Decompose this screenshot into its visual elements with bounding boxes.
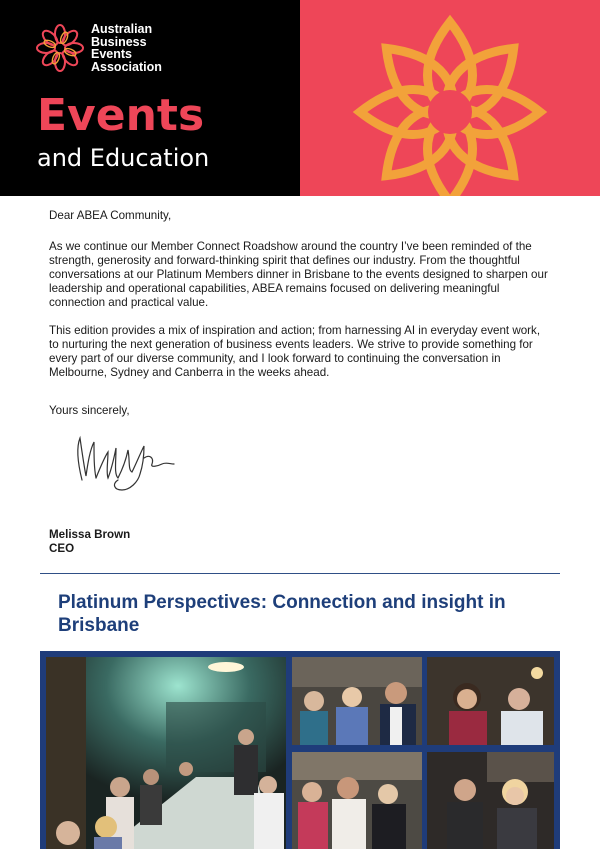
header-left-panel: [0, 0, 300, 196]
letter-greeting: Dear ABEA Community,: [49, 209, 172, 222]
org-name-line: Association: [91, 59, 162, 74]
signature-image: [68, 428, 178, 500]
flower-pattern-icon: [300, 0, 600, 196]
header-right-panel: [300, 0, 600, 196]
letter-paragraph: This edition provides a mix of inspiration and action; from harnessing AI in everyday event work, to nurturing the next generation of business events leaders. We strive to provide something for every part of our diverse community, and I look forward to continuing the conversation in Melbourne, Sydney and Canberra in the weeks ahead.: [49, 324, 541, 379]
org-name-line: Australian: [91, 22, 153, 36]
abea-logo-icon: [36, 24, 84, 72]
page-subtitle: and Education: [37, 144, 210, 172]
group-photo-2: [427, 657, 554, 745]
org-name-line: Business: [91, 34, 147, 49]
org-name: [91, 23, 162, 73]
signer-role: CEO: [49, 541, 75, 555]
org-name-line: Events: [91, 47, 132, 61]
section-title[interactable]: Platinum Perspectives: Connection and insight in Brisbane: [58, 592, 506, 636]
letter-paragraph: As we continue our Member Connect Roadshow around the country I’ve been reminded of the strength, generosity and forward-thinking spirit that defines our industry. From the thoughtful conversations at our Platinum Members dinner in Brisbane to the events designed to sharpen our leadership and operational capabilities, ABEA remains focused on delivering meaningful connection and practical value.: [49, 240, 548, 309]
group-photo-4: [427, 752, 554, 849]
group-photo-1: [292, 657, 422, 745]
signer-name: Melissa Brown: [49, 527, 131, 541]
dinner-table-photo: [46, 657, 286, 849]
page-title: Events: [37, 90, 205, 141]
letter-closing: Yours sincerely,: [49, 404, 130, 417]
group-photo-3: [292, 752, 422, 849]
header-banner: [0, 0, 600, 196]
section-divider: [40, 573, 560, 574]
